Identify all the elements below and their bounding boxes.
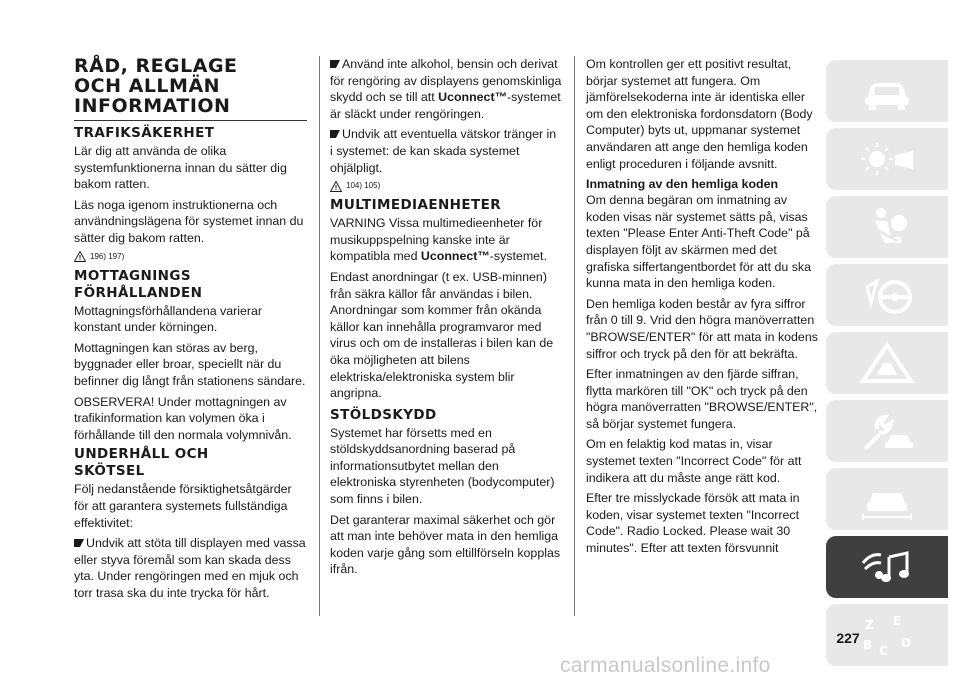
car-data-icon [857,477,917,521]
svg-text:B: B [863,638,873,652]
tab-safety[interactable] [826,196,948,258]
column-1 [74,56,307,605]
watermark: carmanualsonline.info [560,654,771,677]
bullet-item: Använd inte alkohol, bensin och derivat för rengöring av displayens genomskinliga skydd och se till att Uconnect™-systemet är släckt under rengöringen. [330,57,562,121]
svg-text:D: D [901,636,911,650]
column-2 [330,56,562,582]
tab-emergency[interactable] [826,332,948,394]
warning-refs [330,180,562,192]
column-3 [586,56,818,561]
paragraph: Lär dig att använda de olika systemfunktionerna innan du sätter dig bakom ratten. [74,144,287,192]
brand-name: Uconnect™ [438,90,507,105]
title-rule [74,120,307,121]
bullet-icon [330,60,340,68]
paragraph: Om kontrollen ger ett positivt resultat, börjar systemet att fungera. Om jämförelsekoderna inte är identiska eller om den elektroniska fordonsdatorn (Body Computer) byts ut, uppmanar systemet användaren att ange den hemliga koden enligt proceduren i följande avsnitt. [586,57,813,171]
tab-driving[interactable] [826,264,948,326]
paragraph: Om denna begäran om inmatning av koden visas när systemet sätts på, visas texten "Please Enter Anti-Theft Code" på displayen följt av skärmen med det grafiska siffertangentbordet för att du ska kunna mata in den hemliga koden. [586,193,811,291]
bullet-icon [74,539,84,547]
car-icon [857,69,917,113]
warning-triangle-icon [857,341,917,385]
multimedia-icon [857,545,917,589]
paragraph: Följ nedanstående försiktighetsåtgärder för att garantera systemets fullständiga effektivitet: [74,482,292,530]
warning-refs [74,251,307,263]
paragraph: Det garanterar maximal säkerhet och gör att man inte behöver mata in den hemliga koden varje gång som eltillförseln kopplas ifrån. [330,512,561,577]
paragraph: Om en felaktig kod matas in, visar systemet texten "Incorrect Code" för att indikera att du måste ange rätt kod. [586,437,802,485]
paragraph: OBSERVERA! Under mottagningen av trafikinformation kan volymen öka i förhållande till den normala volymnivån. [74,394,292,442]
tab-technical-data[interactable] [826,468,948,530]
paragraph: Läs noga igenom instruktionerna och användningslägena för systemet innan du sätter dig bakom ratten. [74,197,304,245]
heading-multimediaenheter: MULTIMEDIAENHETER [330,197,501,214]
tab-car[interactable] [826,60,948,122]
subheading-inmatning: Inmatning av den hemliga koden [586,177,779,192]
bullet-item: Undvik att eventuella vätskor tränger in i systemet: de kan skada systemet ohjälpligt. [330,127,557,175]
paragraph: Mottagningsförhållandena varierar konstant under körningen. [74,303,263,335]
heading-mottagningsforhallanden-2: FÖRHÅLLANDEN [74,284,203,301]
bullet-icon [330,130,340,138]
paragraph: Systemet har försetts med en stöldskyddsanordning baserad på informationsutbytet mellan den elektroniska styrenheten (bodycomputer) som finns i bilen. [330,425,555,507]
column-divider [319,56,320,616]
tab-maintenance[interactable] [826,400,948,462]
steering-wheel-icon [857,273,917,317]
page-number: 227 [836,630,860,646]
paragraph: Endast anordningar (t ex. USB-minnen) från säkra källor får användas i bilen. Anordningar som kommer från okända källor kan innehålla programvaror med virus och om de installeras i bilen kan de öka möjligheten att bilens elektriska/elektroniska system blir angripna. [330,269,554,401]
warning-triangle-icon [330,181,342,192]
dashboard-lights-icon [857,137,917,181]
column-divider [574,56,575,616]
heading-mottagningsforhallanden-1: MOTTAGNINGS [74,267,191,284]
tab-dashboard[interactable] [826,128,948,190]
paragraph: Efter tre misslyckade försök att mata in koden, visar systemet texten "Incorrect Code". Radio Locked. Please wait 30 minutes". Efter att texten försvunnit [586,491,800,556]
paragraph: Mottagningen kan störas av berg, byggnader eller broar, speciellt när du befinner dig långt från stationens sändare. [74,340,306,388]
heading-underhall-1: UNDERHÅLL OCH [74,446,209,463]
warning-triangle-icon [74,251,86,262]
chapter-tabs [826,60,948,672]
paragraph: Den hemliga koden består av fyra siffror från 0 till 9. Vrid den högra manöverratten "BROWSE/ENTER" för att mata in kodens siffror och tryck på den för att bekräfta. [586,296,818,361]
tab-multimedia[interactable] [826,536,948,598]
chapter-title-line-1: RÅD, REGLAGE [74,55,238,77]
bullet-item: Undvik att stöta till displayen med vassa eller styva föremål som kan skada dess yta. Under rengöringen med en mjuk och torr trasa ska du inte trycka för hårt. [74,536,306,600]
brand-name: Uconnect™ [420,249,490,264]
svg-text:Z: Z [865,618,874,632]
paragraph: Efter inmatningen av den fjärde siffran, flytta markören till "OK" och tryck på den högra manöverratten "BROWSE/ENTER", så börjar systemet fungera. [586,367,818,431]
chapter-title-line-3: INFORMATION [74,95,231,117]
chapter-title-line-2: OCH ALLMÄN [74,75,221,97]
reference-numbers: 196) 197) [90,251,125,261]
wrench-car-icon [857,409,917,453]
reference-numbers: 104) 105) [346,181,381,191]
svg-text:E: E [893,614,902,628]
heading-stoldskydd: STÖLDSKYDD [330,406,437,423]
heading-underhall-2: SKÖTSEL [74,463,145,480]
airbag-seat-icon [857,205,917,249]
heading-trafiksakerhet: TRAFIKSÄKERHET [74,125,215,141]
paragraph: VARNING Vissa multimedieenheter för musikuppspelning kanske inte är kompatibla med Uconnect™-systemet. [330,216,547,264]
svg-text:C: C [879,644,888,657]
